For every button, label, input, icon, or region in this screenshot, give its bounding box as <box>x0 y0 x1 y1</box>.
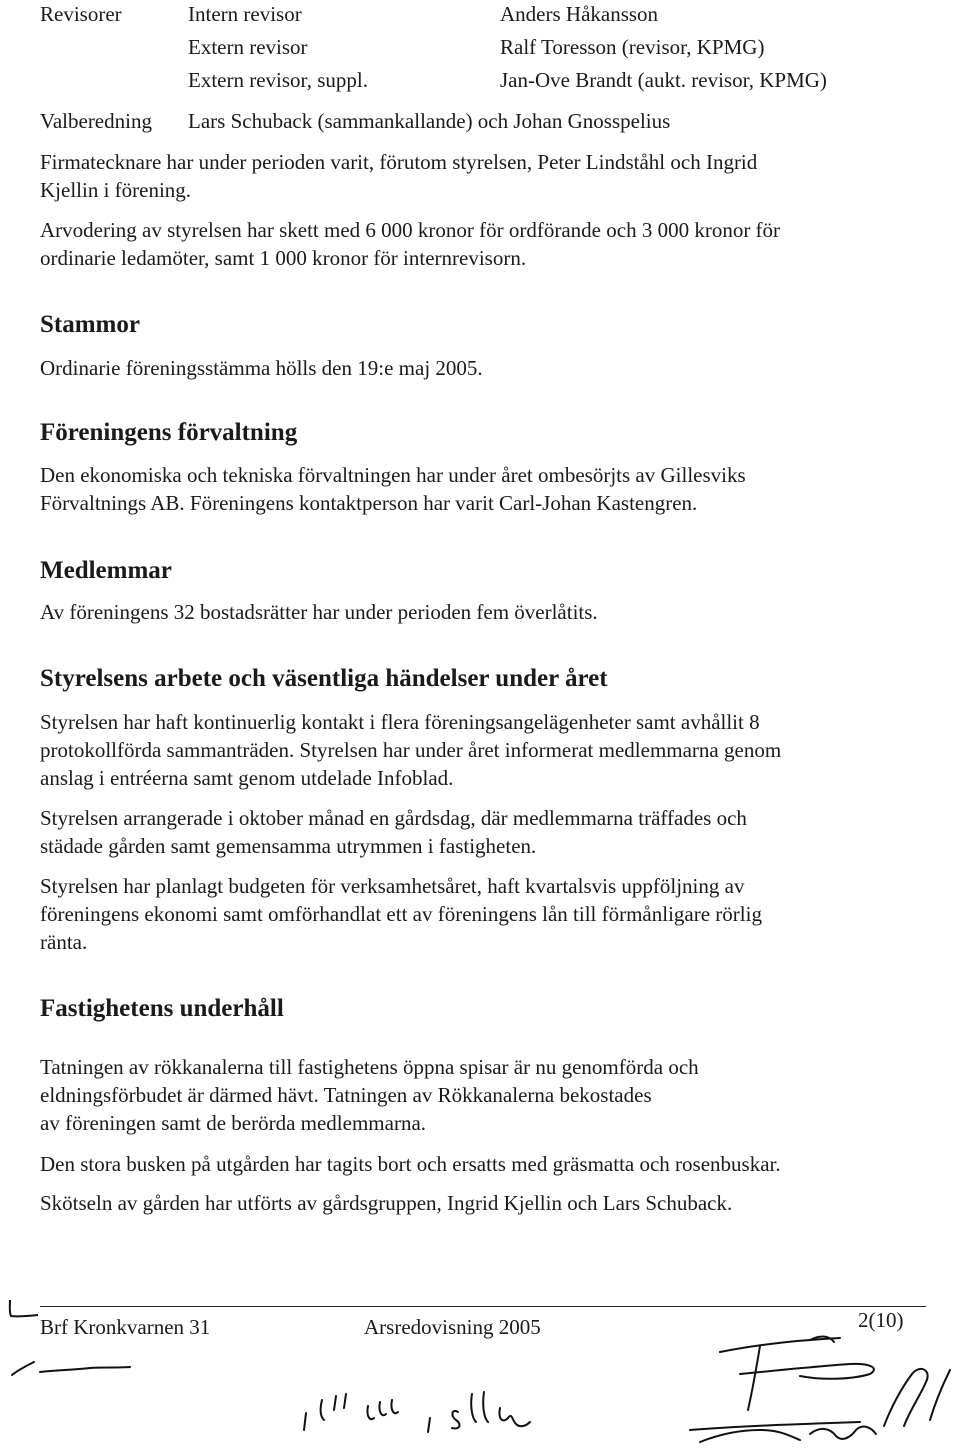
section-heading-forvaltning: Föreningens förvaltning <box>40 419 298 446</box>
forvaltning-paragraph <box>40 461 930 517</box>
text-line: ränta. <box>40 930 88 954</box>
section-heading-fastighet: Fastighetens underhåll <box>40 995 284 1022</box>
handwritten-signatures-icon <box>0 1330 960 1450</box>
section-heading-stammor: Stammor <box>40 311 140 338</box>
text-line: Tatningen av rökkanalerna till fastighetens öppna spisar är nu genomförda och <box>40 1055 699 1079</box>
text-line: anslag i entréerna samt genom utdelade Infoblad. <box>40 766 454 790</box>
text-line: städade gården samt gemensamma utrymmen i fastigheten. <box>40 834 537 858</box>
role-extern-revisor-suppl: Extern revisor, suppl. <box>188 68 368 92</box>
name-intern-revisor: Anders Håkansson <box>500 2 659 26</box>
text-line: eldningsförbudet är därmed hävt. Tatningen av Rökkanalerna bekostades <box>40 1083 652 1107</box>
valberedning-label: Valberedning <box>40 109 152 133</box>
firmatecknare-paragraph <box>40 148 930 204</box>
text-line: föreningens ekonomi samt omförhandlat ett av föreningens lån till förmånligare rörlig <box>40 902 762 926</box>
text-line: Förvaltnings AB. Föreningens kontaktperson har varit Carl-Johan Kastengren. <box>40 491 698 515</box>
revisorer-label: Revisorer <box>40 2 122 26</box>
text-line: Styrelsen har haft kontinuerlig kontakt i flera föreningsangelägenheter samt avhållit 8 <box>40 710 760 734</box>
section-heading-medlemmar: Medlemmar <box>40 557 172 584</box>
fastighet-paragraph-2: Den stora busken på utgården har tagits bort och ersatts med gräsmatta och rosenbuskar. <box>40 1152 781 1176</box>
valberedning-value: Lars Schuback (sammankallande) och Johan Gnosspelius <box>188 109 671 133</box>
text-line: Arvodering av styrelsen har skett med 6 000 kronor för ordförande och 3 000 kronor för <box>40 218 781 242</box>
footer-rule <box>40 1306 926 1307</box>
fastighet-paragraph-1 <box>40 1053 930 1137</box>
name-extern-revisor-suppl: Jan-Ove Brandt (aukt. revisor, KPMG) <box>500 68 827 92</box>
styrelsen-paragraph-1 <box>40 708 930 792</box>
styrelsen-paragraph-2 <box>40 804 930 860</box>
text-line: Styrelsen har planlagt budgeten för verksamhetsåret, haft kvartalsvis uppföljning av <box>40 874 745 898</box>
text-line: Styrelsen arrangerade i oktober månad en gårdsdag, där medlemmarna träffades och <box>40 806 747 830</box>
arvodering-paragraph <box>40 216 930 272</box>
text-line: Den ekonomiska och tekniska förvaltningen har under året ombesörjts av Gillesviks <box>40 463 746 487</box>
footer-doc-title: Arsredovisning 2005 <box>364 1315 541 1339</box>
text-line: ordinarie ledamöter, samt 1 000 kronor för internrevisorn. <box>40 246 527 270</box>
text-line: protokollförda sammanträden. Styrelsen har under året informerat medlemmarna genom <box>40 738 782 762</box>
text-line: Firmatecknare har under perioden varit, förutom styrelsen, Peter Lindståhl och Ingrid <box>40 150 758 174</box>
styrelsen-paragraph-3 <box>40 872 930 956</box>
name-extern-revisor: Ralf Toresson (revisor, KPMG) <box>500 35 765 59</box>
role-extern-revisor: Extern revisor <box>188 35 308 59</box>
fastighet-paragraph-3: Skötseln av gården har utförts av gårdsgruppen, Ingrid Kjellin och Lars Schuback. <box>40 1191 733 1215</box>
text-line: Kjellin i förening. <box>40 178 192 202</box>
medlemmar-text: Av föreningens 32 bostadsrätter har under perioden fem överlåtits. <box>40 600 598 624</box>
text-line: av föreningen samt de berörda medlemmarna. <box>40 1111 427 1135</box>
role-intern-revisor: Intern revisor <box>188 2 302 26</box>
footer-org: Brf Kronkvarnen 31 <box>40 1315 211 1339</box>
section-heading-styrelsen: Styrelsens arbete och väsentliga händelser under året <box>40 665 608 692</box>
corner-mark-icon <box>4 1298 44 1324</box>
footer-page-number: 2(10) <box>858 1308 904 1332</box>
stammor-text: Ordinarie föreningsstämma hölls den 19:e maj 2005. <box>40 356 483 380</box>
